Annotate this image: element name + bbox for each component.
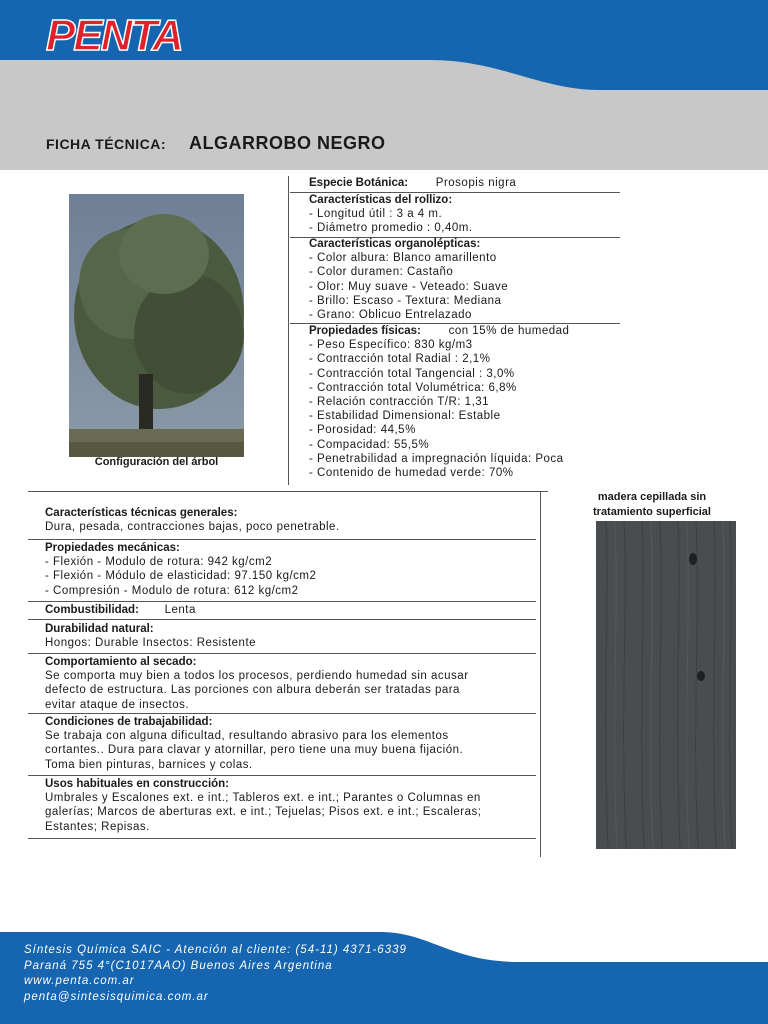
section-divider [28, 775, 536, 776]
page-title: ALGARROBO NEGRO [189, 133, 386, 153]
section-divider [28, 601, 536, 602]
wood-caption-line: madera cepillada sin [597, 491, 707, 503]
section-divider [28, 619, 536, 620]
especie-label: Especie Botánica: [309, 177, 409, 189]
penta-logo [44, 12, 194, 56]
mecanicas-title: Propiedades mecánicas: [45, 542, 180, 554]
generales-section [45, 506, 538, 534]
generales-text: Dura, pesada, contracciones bajas, poco penetrable. [45, 521, 340, 534]
usos-section [45, 777, 538, 834]
footer-email-link[interactable]: penta@sintesisquimica.com.ar [24, 991, 209, 1004]
fisicas-section [309, 324, 609, 480]
list-item: - Relación contracción T/R: 1,31 [309, 396, 490, 409]
combustibilidad-value: Lenta [164, 604, 196, 616]
paragraph-line: defecto de estructura. Las porciones con albura deberán ser tratadas para [45, 684, 460, 697]
list-item: - Contracción total Radial : 2,1% [309, 353, 491, 366]
list-item: - Flexión - Modulo de rotura: 942 kg/cm2 [45, 556, 273, 569]
list-item: - Contracción total Volumétrica: 6,8% [309, 381, 517, 394]
list-item: - Flexión - Módulo de elasticidad: 97.150 kg/cm2 [45, 570, 317, 583]
organo-section [309, 237, 609, 322]
paragraph-line: Se comporta muy bien a todos los procesos, perdiendo humedad sin acusar [45, 670, 469, 683]
organo-title: Características organolépticas: [309, 238, 481, 250]
paragraph-line: Se trabaja con alguna dificultad, resultando abrasivo para los elementos [45, 730, 449, 743]
fisicas-title: Propiedades físicas: [309, 325, 421, 337]
especie-section [309, 176, 609, 190]
list-item: - Peso Específico: 830 kg/m3 [309, 339, 473, 352]
paragraph-line: evitar ataque de insectos. [45, 698, 190, 711]
section-divider [28, 539, 536, 540]
rollizo-section [309, 193, 609, 236]
footer-website-link[interactable]: www.penta.com.ar [24, 975, 135, 988]
secado-section [45, 655, 538, 712]
svg-text:PENTA: PENTA [46, 12, 182, 56]
usos-title: Usos habituales en construcción: [45, 778, 230, 790]
trabajabilidad-title: Condiciones de trabajabilidad: [45, 716, 213, 728]
durabilidad-text: Hongos: Durable Insectos: Resistente [45, 637, 257, 650]
list-item: - Compacidad: 55,5% [309, 438, 430, 451]
paragraph-line: cortantes.. Dura para clavar y atornillar, pero tiene una muy buena fijación. [45, 744, 464, 757]
durabilidad-title: Durabilidad natural: [45, 623, 154, 635]
wood-sample-photo [596, 521, 736, 849]
combustibilidad-title: Combustibilidad: [45, 604, 139, 616]
list-item: - Longitud útil : 3 a 4 m. [309, 208, 443, 221]
paragraph-line: Umbrales y Escalones ext. e int.; Tableros ext. e int.; Parantes o Columnas en [45, 792, 481, 805]
column-divider [288, 176, 289, 485]
paragraph-line: galerías; Marcos de aberturas ext. e int.; Tejuelas; Pisos ext. e int.; Escaleras; [45, 806, 482, 819]
footer-contact [24, 943, 407, 1006]
paragraph-line: Estantes; Repisas. [45, 820, 150, 833]
list-item: - Olor: Muy suave - Veteado: Suave [309, 280, 509, 293]
wood-caption-line: tratamiento superficial [593, 505, 711, 518]
section-divider [28, 838, 536, 839]
list-item: - Penetrabilidad a impregnación líquida: Poca [309, 452, 564, 465]
mecanicas-section [45, 541, 538, 598]
especie-value: Prosopis nigra [435, 177, 517, 189]
section-divider [28, 713, 536, 714]
footer-address: Paraná 755 4°(C1017AAO) Buenos Aires Argentina [24, 959, 333, 972]
generales-title: Características técnicas generales: [45, 507, 238, 519]
section-divider [28, 491, 548, 492]
trabajabilidad-section [45, 715, 538, 772]
fisicas-note: con 15% de humedad [448, 325, 570, 337]
list-item: - Color duramen: Castaño [309, 266, 454, 279]
secado-title: Comportamiento al secado: [45, 656, 197, 668]
paragraph-line: Toma bien pinturas, barnices y colas. [45, 758, 253, 771]
list-item: - Diámetro promedio : 0,40m. [309, 222, 473, 235]
list-item: - Brillo: Escaso - Textura: Mediana [309, 294, 502, 307]
combustibilidad-section [45, 603, 538, 617]
list-item: - Contracción total Tangencial : 3,0% [309, 367, 515, 380]
tree-photo [69, 194, 244, 457]
footer-company: Síntesis Química SAIC - Atención al cliente: (54-11) 4371-6339 [24, 944, 407, 956]
section-divider [28, 653, 536, 654]
list-item: - Grano: Oblicuo Entrelazado [309, 309, 472, 322]
wood-caption [570, 490, 734, 519]
list-item: - Color albura: Blanco amarillento [309, 252, 497, 265]
column-divider [540, 491, 541, 857]
rollizo-title: Características del rollizo: [309, 194, 453, 206]
list-item: - Contenido de humedad verde: 70% [309, 467, 514, 480]
list-item: - Compresión - Modulo de rotura: 612 kg/cm2 [45, 584, 299, 597]
list-item: - Estabilidad Dimensional: Estable [309, 410, 501, 423]
ficha-label: FICHA TÉCNICA: [46, 136, 167, 152]
durabilidad-section [45, 622, 538, 650]
tree-caption: Configuración del árbol [94, 456, 219, 468]
list-item: - Porosidad: 44,5% [309, 424, 416, 437]
